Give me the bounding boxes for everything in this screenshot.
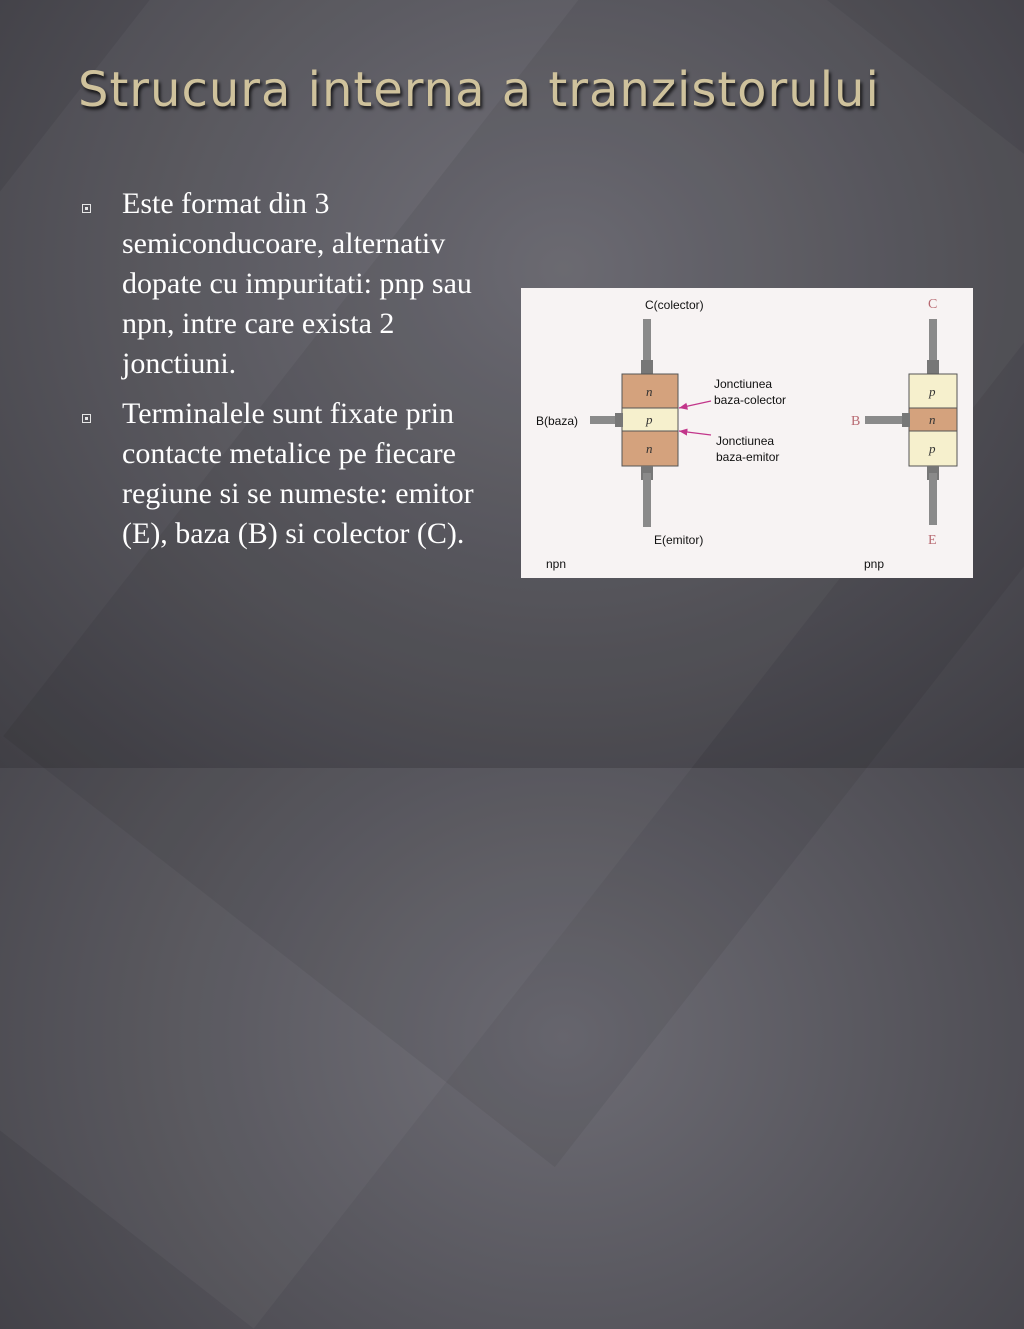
junction-bc-label: baza-colector: [714, 393, 787, 407]
pnp-region-label: p: [929, 384, 936, 399]
pnp-region-label: n: [929, 412, 936, 427]
npn-collector-label: C(colector): [645, 298, 704, 312]
pnp-region-label: p: [929, 441, 936, 456]
pnp-transistor: [851, 297, 957, 571]
pnp-collector-label: C: [928, 297, 938, 312]
junction-be-arrow: [679, 431, 711, 435]
bullet-list: [82, 184, 502, 564]
transistor-diagram-svg: [521, 288, 973, 578]
pnp-emitter-terminal: [929, 473, 937, 525]
junction-be-label: Jonctiunea: [716, 434, 775, 448]
bullet-item: [82, 184, 502, 384]
pnp-caption: pnp: [864, 557, 885, 571]
npn-emitter-label: E(emitor): [654, 533, 704, 547]
npn-region-label: n: [646, 441, 653, 456]
bullet-item: [82, 394, 502, 554]
bullet-text: Terminalele sunt fixate prin contacte metalice pe fiecare regiune si se numeste: emitor (E), baza (B) si colector (C).: [122, 397, 474, 550]
pnp-base-label: B: [851, 414, 861, 429]
npn-region-label: p: [646, 412, 653, 427]
npn-region-label: n: [646, 384, 653, 399]
npn-emitter-terminal: [643, 473, 651, 527]
transistor-diagram: [521, 288, 973, 578]
npn-collector-contact: [641, 360, 653, 374]
npn-caption: npn: [546, 557, 567, 571]
slide-title: Strucura interna a tranzistorului: [78, 62, 880, 118]
junction-be-label: baza-emitor: [716, 450, 780, 464]
pnp-emitter-label: E: [928, 533, 937, 548]
npn-transistor: [536, 298, 786, 571]
pnp-collector-contact: [927, 360, 939, 374]
square-bullet-icon: [82, 204, 91, 213]
junction-bc-label: Jonctiunea: [714, 377, 773, 391]
square-bullet-icon: [82, 414, 91, 423]
junction-bc-arrow: [679, 401, 711, 408]
bullet-text: Este format din 3 semiconducoare, alternativ dopate cu impuritati: pnp sau npn, intre care exista 2 jonctiuni.: [122, 187, 472, 380]
npn-base-label: B(baza): [536, 414, 579, 428]
background-stripe: [3, 0, 1024, 1167]
npn-base-contact: [615, 413, 623, 427]
pnp-base-contact: [902, 413, 910, 427]
